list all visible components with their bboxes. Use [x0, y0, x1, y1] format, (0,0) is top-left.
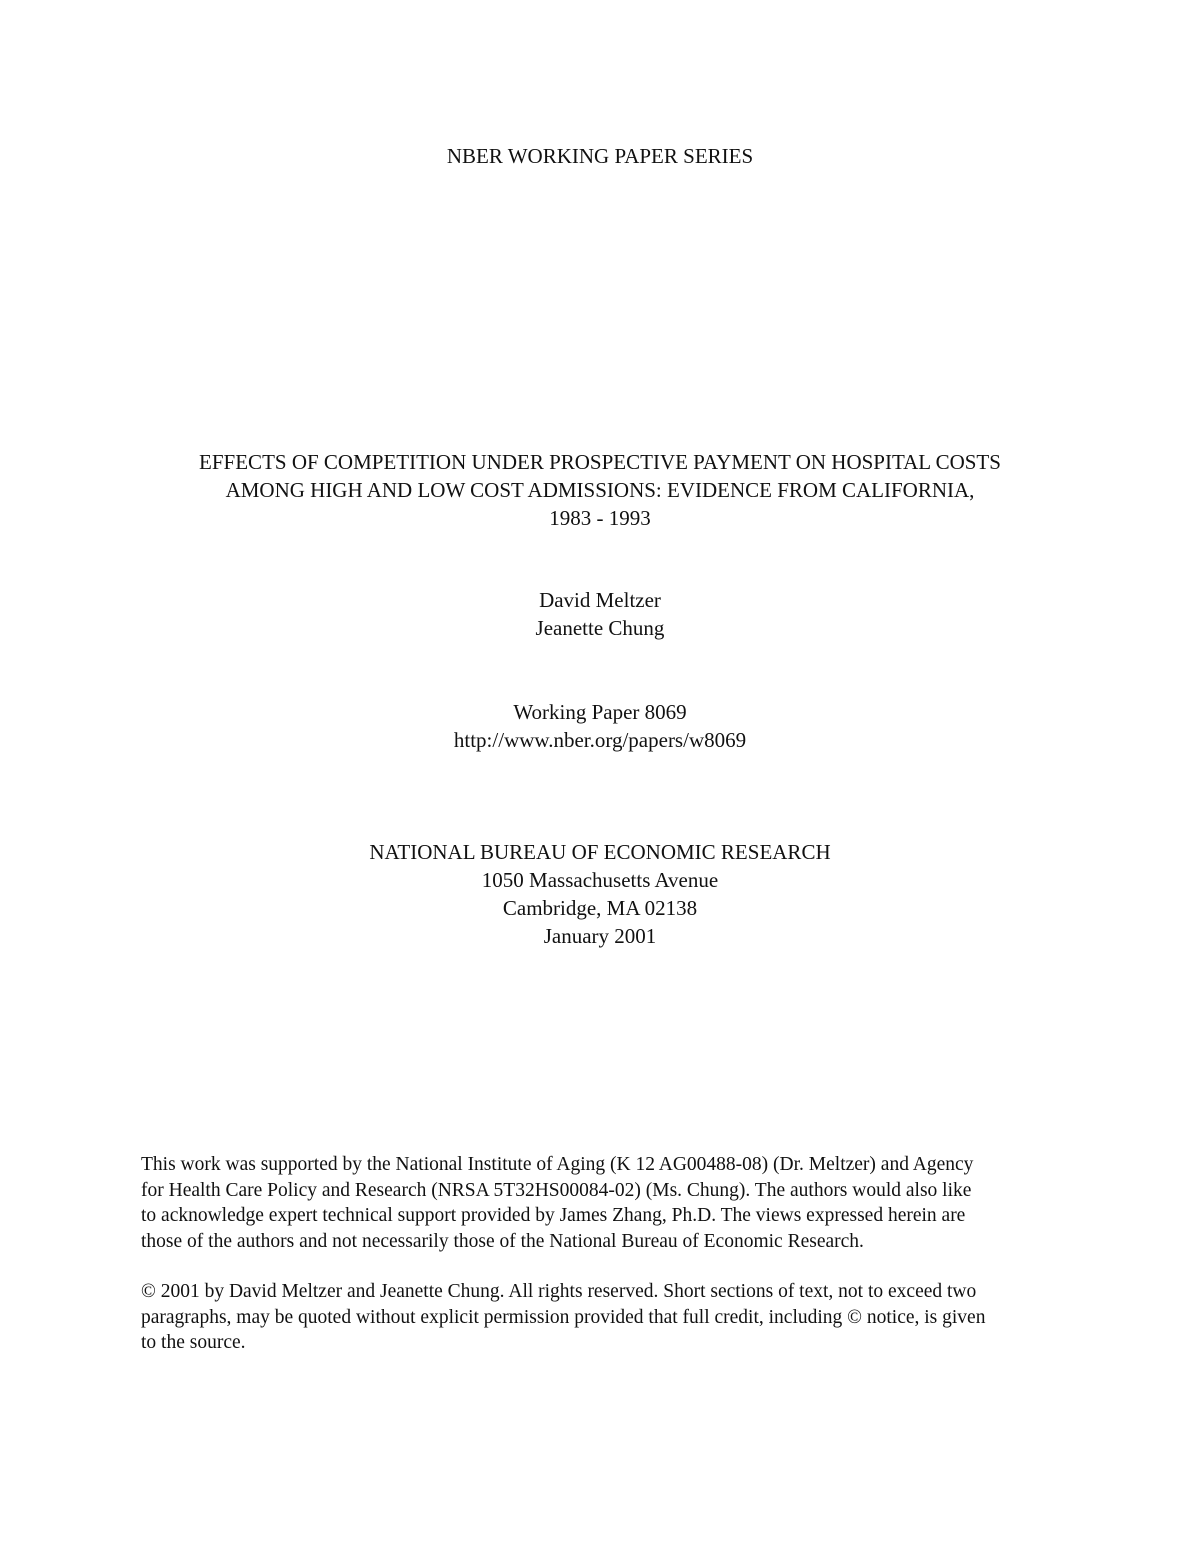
organization-city: Cambridge, MA 02138: [502, 896, 698, 920]
author-name: Jeanette Chung: [535, 616, 665, 640]
series-label: NBER WORKING PAPER SERIES: [446, 144, 754, 168]
support-line: for Health Care Policy and Research (NRSA 5T32HS00084-02) (Ms. Chung). The authors would also like: [141, 1179, 972, 1201]
title-line-1: EFFECTS OF COMPETITION UNDER PROSPECTIVE PAYMENT ON HOSPITAL COSTS: [199, 450, 1001, 474]
support-acknowledgement: [141, 1152, 1061, 1254]
working-paper-info: [0, 698, 1200, 754]
copyright-notice: [141, 1279, 1061, 1356]
organization-block: [0, 838, 1200, 950]
support-line: those of the authors and not necessarily those of the National Bureau of Economic Research.: [141, 1230, 864, 1252]
publication-date: January 2001: [543, 924, 657, 948]
paper-title: [0, 448, 1200, 532]
support-line: This work was supported by the National Institute of Aging (K 12 AG00488-08) (Dr. Meltzer) and Agency: [141, 1154, 974, 1175]
author-list: [0, 586, 1200, 642]
copyright-line: to the source.: [141, 1332, 246, 1353]
organization-street: 1050 Massachusetts Avenue: [481, 868, 719, 892]
organization-name: NATIONAL BUREAU OF ECONOMIC RESEARCH: [369, 840, 831, 864]
title-line-3: 1983 - 1993: [549, 506, 651, 530]
title-line-2: AMONG HIGH AND LOW COST ADMISSIONS: EVIDENCE FROM CALIFORNIA,: [225, 478, 975, 502]
working-paper-url[interactable]: http://www.nber.org/papers/w8069: [453, 728, 747, 752]
support-line: to acknowledge expert technical support provided by James Zhang, Ph.D. The views expressed herein are: [141, 1205, 966, 1226]
copyright-line: © 2001 by David Meltzer and Jeanette Chung. All rights reserved. Short sections of text, not to exceed two: [141, 1281, 977, 1302]
copyright-line: paragraphs, may be quoted without explicit permission provided that full credit, including © notice, is given: [141, 1306, 986, 1328]
author-name: David Meltzer: [539, 588, 661, 612]
working-paper-number: Working Paper 8069: [513, 700, 687, 724]
